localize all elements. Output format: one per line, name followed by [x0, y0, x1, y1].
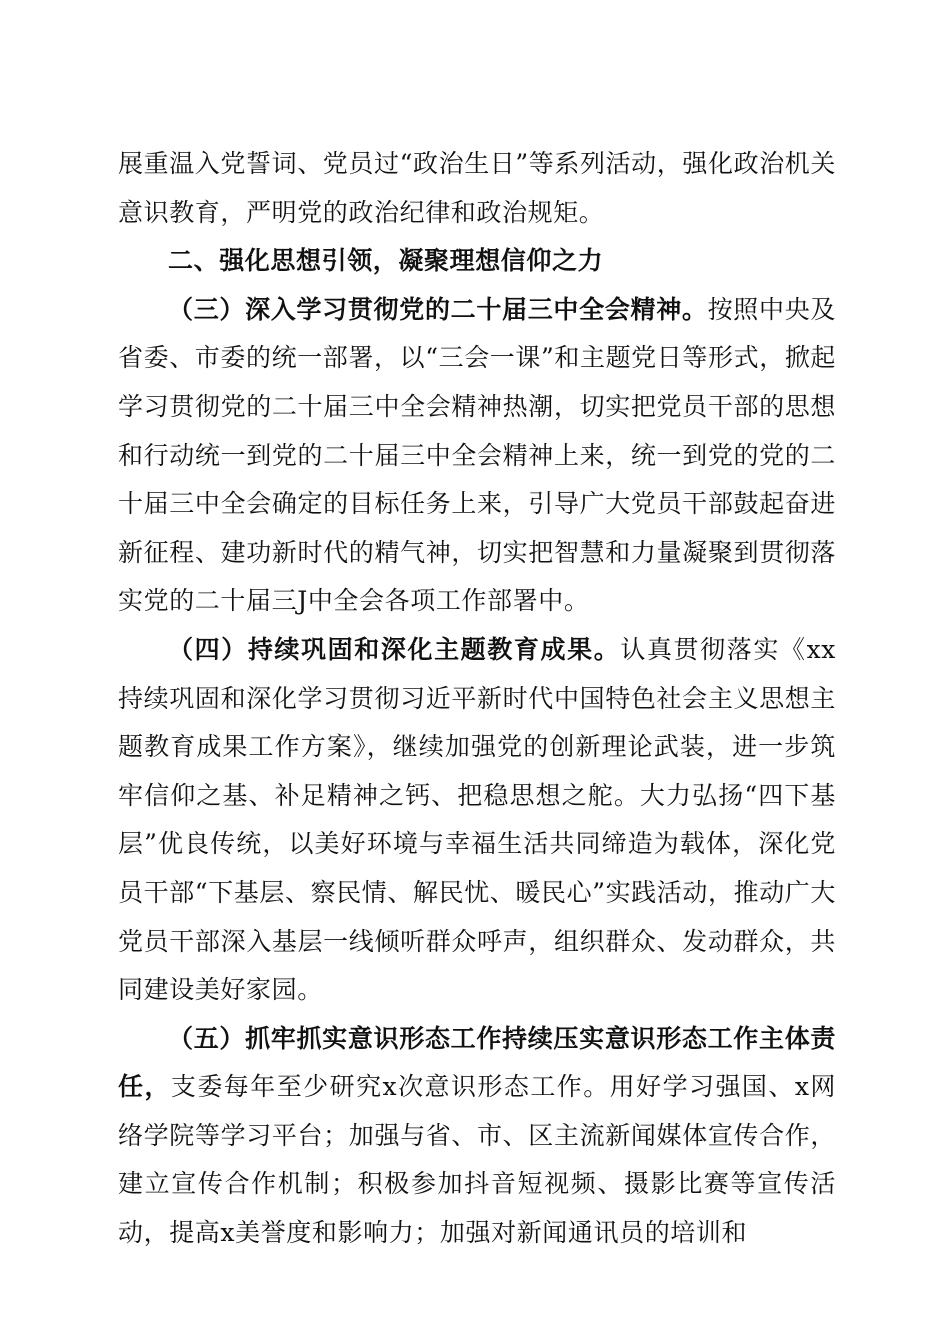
paragraph-five-lead: （五）抓牢抓实意识形态工作持续压实意识形态工作主体责任， [118, 1023, 836, 1102]
paragraph-three-body: 按照中央及省委、市委的统一部署，以“三会一课”和主题党日等形式，掀起学习贯彻党的二十届三中全会精神热潮，切实把党员干部的思想和行动统一到党的二十届三中全会精神上来，统一到党的党的二十届三中全会确定的目标任务上来，引导广大党员干部鼓起奋进新征程、建功新时代的精气神，切实把智慧和力量凝聚到贯彻落实党的二十届三J中全会各项工作部署中。 [118, 294, 836, 616]
document-body [118, 140, 836, 1258]
paragraph-three-lead: （三）深入学习贯彻党的二十届三中全会精神。 [168, 294, 708, 324]
section-heading: 二、强化思想引领，凝聚理想信仰之力 [168, 246, 604, 276]
paragraph-four [118, 626, 836, 1015]
paragraph-five [118, 1015, 836, 1258]
paragraph-four-lead: （四）持续巩固和深化主题教育成果。 [168, 634, 621, 664]
paragraph-three [118, 286, 836, 626]
paragraph-four-body: 认真贯彻落实《xx持续巩固和深化学习贯彻习近平新时代中国特色社会主义思想主题教育成果工作方案》，继续加强党的创新理论武装，进一步筑牢信仰之基、补足精神之钙、把稳思想之舵。大力弘扬“四下基层”优良传统，以美好环境与幸福生活共同缔造为载体，深化党员干部“下基层、察民情、解民忧、暖民心”实践活动，推动广大党员干部深入基层一线倾听群众呼声，组织群众、发动群众，共同建设美好家园。 [118, 634, 836, 1005]
paragraph-continued: 展重温入党誓词、党员过“政治生日”等系列活动，强化政治机关意识教育，严明党的政治纪律和政治规矩。 [118, 149, 836, 227]
paragraph-five-body: 支委每年至少研究x次意识形态工作。用好学习强国、x网络学院等学习平台；加强与省、市、区主流新闻媒体宣传合作，建立宣传合作机制；积极参加抖音短视频、摄影比赛等宣传活动，提高x美誉度和影响力；加强对新闻通讯员的培训和 [118, 1072, 836, 1248]
